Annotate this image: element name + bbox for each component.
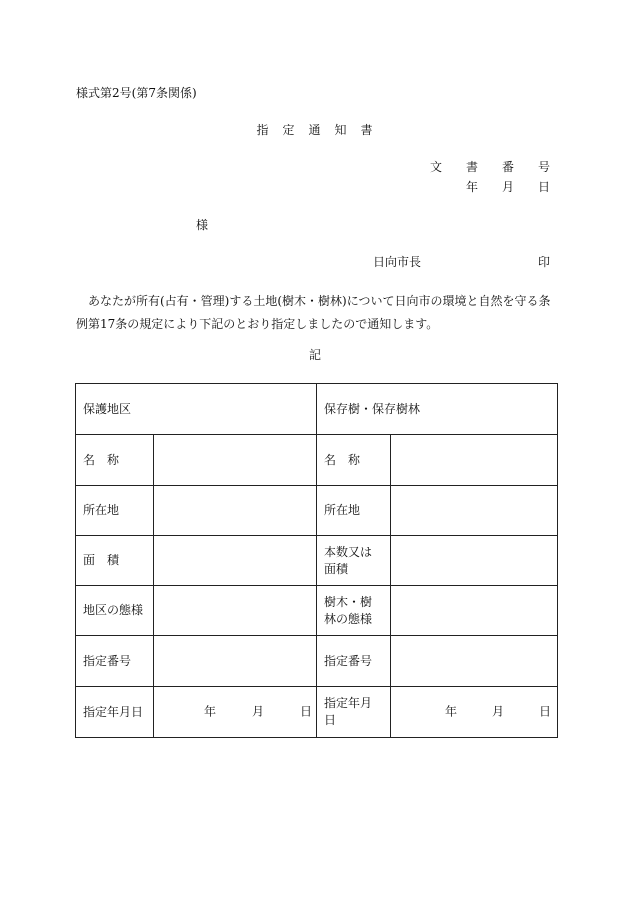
row-label: 本数又は面積 (317, 536, 391, 586)
row-label: 指定年月日 (317, 687, 391, 738)
table-header-row (76, 384, 558, 435)
issuer-name: 日向市長 (373, 255, 422, 269)
seal-mark: 印 (538, 255, 551, 269)
value-cell (154, 435, 317, 486)
row-label: 樹木・樹林の態様 (317, 586, 391, 636)
body-line-2: 例第17条の規定により下記のとおり指定しましたので通知します。 (76, 317, 439, 331)
year-unit: 年 (445, 704, 458, 719)
date-value-cell (391, 687, 558, 738)
row-label: 指定番号 (76, 636, 154, 687)
table-row (76, 536, 558, 586)
designation-table (75, 383, 558, 738)
date-value-cell (154, 687, 317, 738)
row-label: 指定年月日 (76, 687, 154, 738)
value-cell (154, 586, 317, 636)
form-number: 様式第2号(第7条関係) (76, 86, 197, 100)
note-heading: 記 (308, 348, 321, 362)
day-unit: 日 (300, 704, 313, 719)
row-label: 名 称 (76, 435, 154, 486)
table-row (76, 435, 558, 486)
day-unit: 日 (539, 704, 552, 719)
recipient-honorific: 様 (196, 218, 209, 232)
month-unit: 月 (492, 704, 505, 719)
value-cell (391, 586, 558, 636)
value-cell (391, 486, 558, 536)
document-number-field: 文 書 番 号 (429, 160, 550, 174)
document-title: 指 定 通 知 書 (256, 123, 374, 137)
table-row (76, 687, 558, 738)
month-unit: 月 (252, 704, 265, 719)
date-field: 年 月 日 (465, 180, 550, 194)
preserved-tree-header: 保存樹・保存樹林 (317, 384, 558, 435)
value-cell (154, 486, 317, 536)
value-cell (391, 435, 558, 486)
value-cell (391, 536, 558, 586)
value-cell (154, 636, 317, 687)
value-cell (154, 536, 317, 586)
row-label: 指定番号 (317, 636, 391, 687)
row-label: 所在地 (317, 486, 391, 536)
body-line-1: あなたが所有(占有・管理)する土地(樹木・樹林)について日向市の環境と自然を守る条 (88, 294, 551, 308)
protected-area-header: 保護地区 (76, 384, 317, 435)
row-label: 名 称 (317, 435, 391, 486)
table-row (76, 486, 558, 536)
year-unit: 年 (204, 704, 217, 719)
row-label: 所在地 (76, 486, 154, 536)
row-label: 地区の態様 (76, 586, 154, 636)
value-cell (391, 636, 558, 687)
row-label: 面 積 (76, 536, 154, 586)
table-row (76, 636, 558, 687)
table-row (76, 586, 558, 636)
notification-body (76, 290, 554, 336)
